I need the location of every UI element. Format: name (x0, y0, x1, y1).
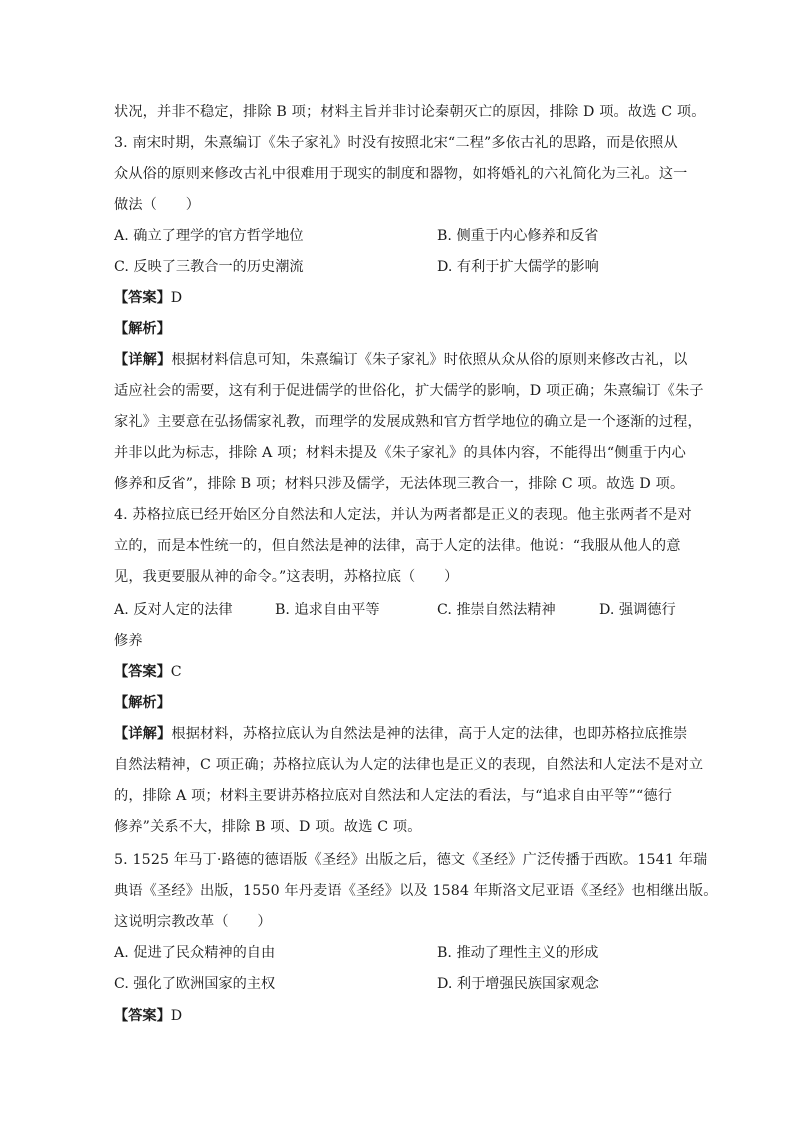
q4-analysis-heading: 【解析】 (114, 695, 171, 711)
answer-label: 【答案】 (114, 290, 171, 306)
detail-label: 【详解】 (114, 726, 172, 742)
q5-option-b: B. 推动了理性主义的形成 (437, 945, 599, 961)
q5-option-d: D. 利于增强民族国家观念 (437, 976, 599, 992)
question-5-stem: 这说明宗教改革（ ） (114, 914, 272, 930)
q3-option-d: D. 有利于扩大儒学的影响 (437, 259, 599, 275)
q4-detail (114, 724, 688, 744)
answer-label: 【答案】 (114, 1008, 171, 1024)
q5-option-a: A. 促进了民众精神的自由 (114, 945, 276, 961)
q4-option-b: B. 追求自由平等 (275, 602, 380, 618)
detail-text: 根据材料，苏格拉底认为自然法是神的法律，高于人定的法律，也即苏格拉底推崇 (171, 726, 688, 742)
question-4-stem: 4. 苏格拉底已经开始区分自然法和人定法，并认为两者都是正义的表现。他主张两者不是对 (114, 507, 692, 523)
answer-value: C (170, 664, 182, 680)
q4-answer (114, 662, 182, 682)
question-5-stem: 典语《圣经》出版，1550 年丹麦语《圣经》以及 1584 年斯洛文尼亚语《圣经》也相继出版。 (114, 883, 718, 899)
q3-option-c: C. 反映了三教合一的历史潮流 (114, 259, 304, 275)
q4-detail-line: 的，排除 A 项；材料主要讲苏格拉底对自然法和人定法的看法，与“追求自由平等”“德行 (114, 788, 673, 804)
q3-detail (114, 350, 688, 370)
question-3-stem: 众从俗的原则来修改古礼中很难用于现实的制度和器物，如将婚礼的六礼简化为三礼。这一 (114, 166, 688, 182)
question-4-stem: 见，我更要服从神的命令。”这表明，苏格拉底（ ） (114, 569, 459, 585)
q4-option-c: C. 推崇自然法精神 (437, 602, 556, 618)
q3-detail-line: 适应社会的需要，这有利于促进儒学的世俗化，扩大儒学的影响，D 项正确；朱熹编订《朱子 (114, 383, 704, 399)
q3-analysis-heading: 【解析】 (114, 321, 171, 337)
q3-option-a: A. 确立了理学的官方哲学地位 (114, 228, 304, 244)
q3-detail-line: 修养和反省”，排除 B 项；材料只涉及儒学，无法体现三教合一，排除 C 项。故选 D 项。 (114, 476, 685, 492)
answer-value: D (170, 290, 183, 306)
answer-label: 【答案】 (114, 664, 171, 680)
question-5-stem: 5. 1525 年马丁·路德的德语版《圣经》出版之后，德文《圣经》广泛传播于西欧。1541 年瑞 (114, 852, 708, 868)
q4-option-d: D. 强调德行 (599, 602, 676, 618)
q4-option-d-wrap: 修养 (114, 633, 143, 649)
answer-value: D (170, 1008, 183, 1024)
q3-option-b: B. 侧重于内心修养和反省 (437, 228, 599, 244)
detail-text: 根据材料信息可知，朱熹编订《朱子家礼》时依照从众从俗的原则来修改古礼，以 (171, 352, 688, 368)
detail-label: 【详解】 (114, 352, 172, 368)
q5-answer (114, 1006, 182, 1026)
q4-detail-line: 自然法精神，C 项正确；苏格拉底认为人定的法律也是正义的表现，自然法和人定法不是对立 (114, 757, 704, 773)
q3-answer (114, 288, 182, 308)
q4-option-a: A. 反对人定的法律 (114, 602, 233, 618)
question-3-stem: 3. 南宋时期，朱熹编订《朱子家礼》时没有按照北宋“二程”多依古礼的思路，而是依照从 (114, 135, 678, 151)
q4-detail-line: 修养”关系不大，排除 B 项、D 项。故选 C 项。 (114, 819, 422, 835)
question-4-stem: 立的，而是本性统一的，但自然法是神的法律，高于人定的法律。他说：“我服从他人的意 (114, 538, 681, 554)
q3-detail-line: 并非以此为标志，排除 A 项；材料未提及《朱子家礼》的具体内容，不能得出“侧重于内心 (114, 445, 686, 461)
q5-option-c: C. 强化了欧洲国家的主权 (114, 976, 276, 992)
q3-detail-line: 家礼》主要意在弘扬儒家礼教，而理学的发展成熟和官方哲学地位的确立是一个逐渐的过程， (114, 414, 702, 430)
question-3-stem: 做法（ ） (114, 197, 201, 213)
text-line: 状况，并非不稳定，排除 B 项；材料主旨并非讨论秦朝灭亡的原因，排除 D 项。故选 C 项。 (114, 104, 706, 120)
